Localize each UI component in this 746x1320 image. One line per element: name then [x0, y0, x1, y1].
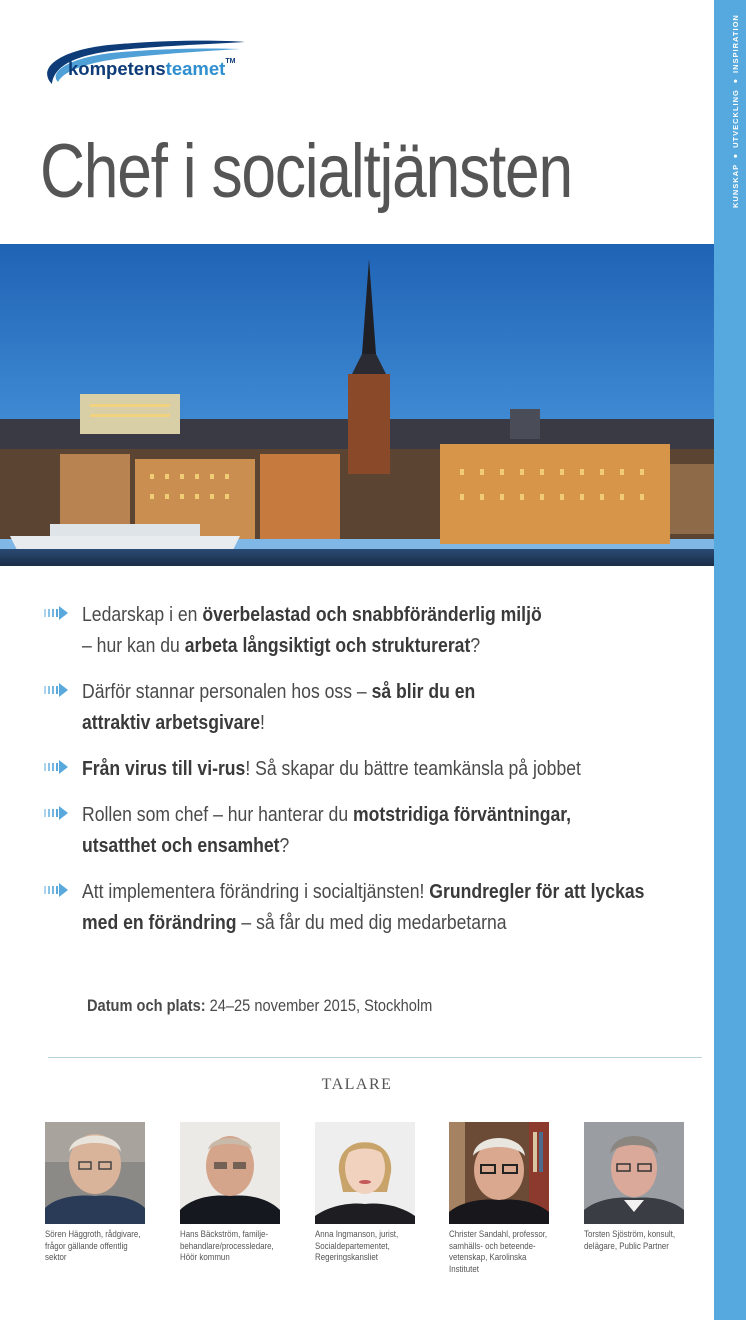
- speaker-caption: Christer Sandahl, professor, samhälls- och beteende-vetenskap, Karolinska Institutet: [449, 1229, 548, 1274]
- section-divider: [48, 1057, 702, 1058]
- speaker-photo: [45, 1122, 145, 1224]
- sidebar-tagline: KUNSKAP ● UTVECKLING ● INSPIRATION: [731, 14, 740, 208]
- bullet-text: Att implementera förändring i socialtjänsten! Grundregler för att lyckas med en förändring – så får du med dig medarbetarna: [82, 881, 645, 934]
- bullet-item: [44, 800, 704, 862]
- logo-wordmark: [68, 58, 235, 80]
- page-title: Chef i socialtjänsten: [40, 129, 572, 214]
- speaker-photo: [315, 1122, 415, 1224]
- speaker-caption: Hans Bäckström, familje-behandlare/processledare, Höör kommun: [180, 1229, 274, 1262]
- bullet-item: [44, 677, 704, 739]
- speaker-photo: [584, 1122, 684, 1224]
- speaker-caption: Torsten Sjöström, konsult, delägare, Public Partner: [584, 1229, 676, 1251]
- bullet-list: [44, 600, 704, 954]
- arrow-right-icon: [44, 606, 68, 620]
- logo-trademark: TM: [225, 58, 236, 65]
- speaker-card: [584, 1122, 688, 1252]
- bullet-text: Ledarskap i en överbelastad och snabbföränderlig miljö – hur kan du arbeta långsiktigt och strukturerat?: [82, 604, 542, 657]
- arrow-right-icon: [44, 883, 68, 897]
- arrow-right-icon: [44, 760, 68, 774]
- event-label: Datum och plats:: [87, 996, 206, 1015]
- bullet-text: Från virus till vi-rus! Så skapar du bättre teamkänsla på jobbet: [82, 758, 581, 780]
- bullet-item: [44, 600, 704, 662]
- bullet-item: [44, 877, 704, 939]
- company-logo: [40, 38, 280, 98]
- bullet-text: Därför stannar personalen hos oss – så blir du en attraktiv arbetsgivare!: [82, 681, 476, 734]
- speaker-caption: Sören Häggroth, rådgivare, frågor gällande offentlig sektor: [45, 1229, 141, 1262]
- event-date-place: [87, 996, 432, 1016]
- speaker-card: [180, 1122, 284, 1264]
- speaker-card: [45, 1122, 149, 1264]
- event-value: 24–25 november 2015, Stockholm: [205, 996, 433, 1015]
- speaker-photo: [180, 1122, 280, 1224]
- logo-main-text: kompetens: [68, 58, 166, 79]
- speaker-card: [449, 1122, 553, 1275]
- speaker-caption: Anna Ingmanson, jurist, Socialdepartementet, Regeringskansliet: [315, 1229, 399, 1262]
- bullet-item: [44, 754, 704, 785]
- arrow-right-icon: [44, 683, 68, 697]
- bullet-text: Rollen som chef – hur hanterar du motstridiga förväntningar, utsatthet och ensamhet?: [82, 804, 572, 857]
- logo-accent-text: teamet: [165, 58, 226, 79]
- arrow-right-icon: [44, 806, 68, 820]
- sidebar-stripe: [714, 0, 746, 1320]
- speaker-card: [315, 1122, 419, 1264]
- speakers-heading: TALARE: [321, 1076, 393, 1093]
- stockholm-skyline-photo: [0, 244, 714, 566]
- speaker-photo: [449, 1122, 549, 1224]
